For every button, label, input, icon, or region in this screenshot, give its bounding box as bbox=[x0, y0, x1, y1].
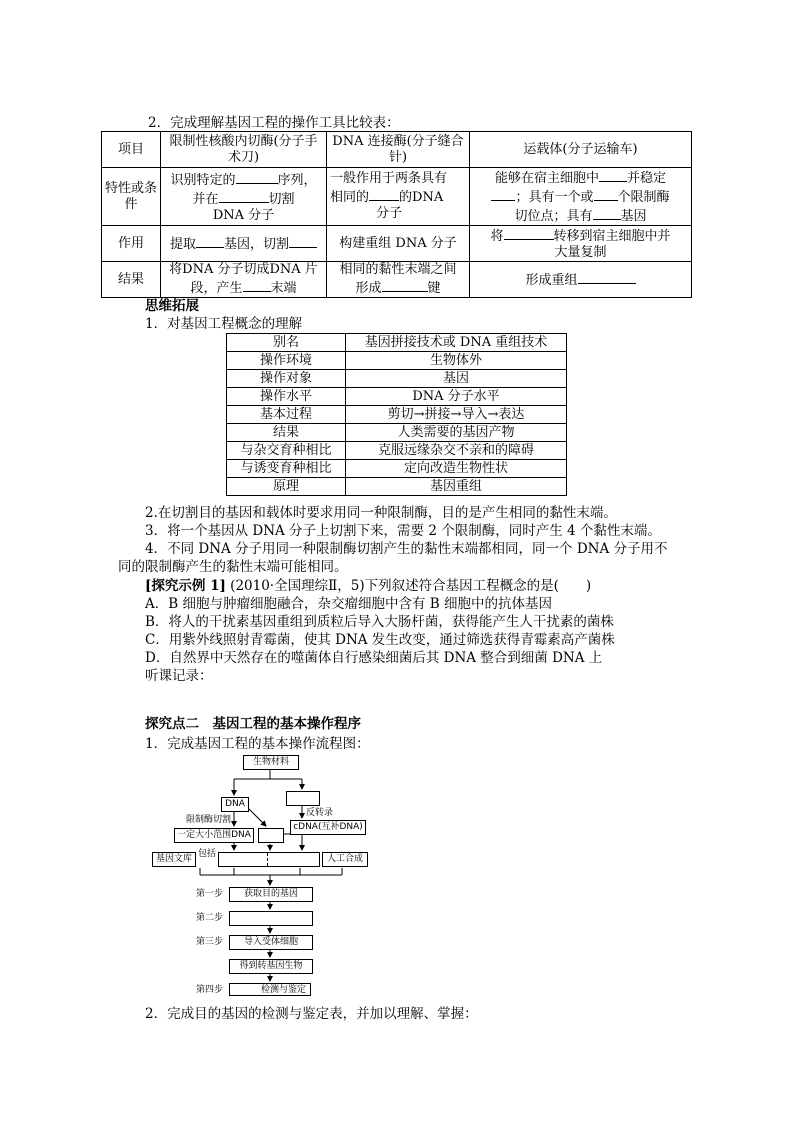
tools-comparison-table bbox=[101, 131, 692, 298]
option-d[interactable]: D．自然界中天然存在的噬菌体自行感染细菌后其 DNA 整合到细菌 DNA 上 bbox=[145, 650, 603, 666]
lecture-record-label: 听课记录： bbox=[145, 668, 213, 684]
concept-key: 操作对象 bbox=[227, 370, 346, 388]
table-cell: 能够在宿主细胞中 并稳定 ；具有一个或 个限制酶 切位点；具有 基因 bbox=[470, 168, 692, 226]
concept-key: 与诱变育种相比 bbox=[227, 460, 346, 478]
concept-value: 定向改造生物性状 bbox=[346, 460, 567, 478]
concept-key: 操作环境 bbox=[227, 352, 346, 370]
section2-item1: 1．完成基因工程的基本操作流程图： bbox=[145, 736, 370, 752]
table-row bbox=[227, 352, 567, 370]
expand-item1: 1．对基因工程概念的理解 bbox=[145, 316, 303, 332]
fill-blank[interactable] bbox=[382, 278, 428, 292]
box-import-recipient: 导入受体细胞 bbox=[229, 935, 313, 950]
label-step2: 第二步 bbox=[196, 913, 224, 923]
concept-key: 结果 bbox=[227, 424, 346, 442]
table-cell: 识别特定的 序列， 并在 切割 DNA 分子 bbox=[161, 168, 327, 226]
note-4-line1: 4．不同 DNA 分子用同一种限制酶切割产生的黏性末端都相同，同一个 DNA 分子用不 bbox=[145, 541, 668, 557]
concept-value: 基因 bbox=[346, 370, 567, 388]
table-cell: 相同的黏性末端之间 形成 键 bbox=[327, 262, 470, 298]
note-2: 2.在切割目的基因和载体时要求用同一种限制酶，目的是产生相同的黏性末端。 bbox=[145, 505, 617, 521]
box-bio-material: 生物材料 bbox=[243, 755, 299, 770]
fill-blank[interactable] bbox=[243, 278, 271, 292]
section1-intro: 2．完成理解基因工程的操作工具比较表： bbox=[148, 115, 400, 131]
table-cell: 将DNA 分子切成DNA 片 段，产生 末端 bbox=[161, 262, 327, 298]
fill-blank[interactable] bbox=[594, 187, 618, 201]
concept-value: 基因重组 bbox=[346, 478, 567, 496]
concept-key: 别名 bbox=[227, 334, 346, 352]
box-cdna: cDNA(互补DNA) bbox=[290, 820, 366, 835]
example-question-line bbox=[145, 578, 591, 594]
table-row bbox=[227, 460, 567, 478]
label-restriction: 限制酶切割 bbox=[186, 815, 232, 825]
concept-value: 克服远缘杂交不亲和的障碍 bbox=[346, 442, 567, 460]
fill-blank[interactable] bbox=[289, 234, 317, 248]
example-question: (2010·全国理综Ⅱ，5)下列叙述符合基因工程概念的是( ) bbox=[230, 578, 592, 594]
box-blank-small[interactable] bbox=[258, 828, 284, 843]
note-4-line2: 同的限制酶产生的黏性末端可能相同。 bbox=[118, 559, 348, 575]
table-cell: 构建重组 DNA 分子 bbox=[327, 226, 470, 262]
box-artificial-synthesis: 人工合成 bbox=[322, 852, 368, 867]
table-cell: 形成重组 bbox=[470, 262, 692, 298]
fill-blank[interactable] bbox=[599, 168, 627, 182]
table-row bbox=[102, 168, 692, 226]
note-3: 3．将一个基因从 DNA 分子上切割下来，需要 2 个限制酶，同时产生 4 个黏性末端。 bbox=[145, 523, 661, 539]
box-blank-mrna[interactable] bbox=[286, 791, 320, 806]
label-step4: 第四步 bbox=[196, 985, 224, 995]
fill-blank[interactable] bbox=[196, 234, 224, 248]
label-reverse-transcription: 反转录 bbox=[306, 808, 334, 818]
fill-blank[interactable] bbox=[491, 187, 515, 201]
section2-item2: 2．完成目的基因的检测与鉴定表，并加以理解、掌握： bbox=[145, 1006, 478, 1022]
section2-heading: 探究点二 基因工程的基本操作程序 bbox=[145, 716, 361, 732]
fill-blank[interactable] bbox=[219, 189, 269, 203]
row-label: 结果 bbox=[102, 262, 161, 298]
concept-value: 生物体外 bbox=[346, 352, 567, 370]
concept-key: 原理 bbox=[227, 478, 346, 496]
concept-key: 基本过程 bbox=[227, 406, 346, 424]
table-cell: 一般作用于两条具有 相同的 的DNA 分子 bbox=[327, 168, 470, 226]
table-cell: 提取 基因，切割 bbox=[161, 226, 327, 262]
table-header: DNA 连接酶(分子缝合针) bbox=[327, 132, 470, 168]
table-header: 限制性核酸内切酶(分子手术刀) bbox=[161, 132, 327, 168]
concept-value: 基因拼接技术或 DNA 重组技术 bbox=[346, 334, 567, 352]
table-row bbox=[227, 370, 567, 388]
concept-table bbox=[226, 333, 567, 496]
box-dna: DNA bbox=[221, 797, 249, 812]
row-label: 作用 bbox=[102, 226, 161, 262]
box-gene-library: 基因文库 bbox=[152, 852, 196, 867]
label-step3: 第三步 bbox=[196, 937, 224, 947]
table-row bbox=[227, 406, 567, 424]
box-range-dna: 一定大小范围DNA bbox=[174, 828, 254, 843]
concept-key: 与杂交育种相比 bbox=[227, 442, 346, 460]
table-row bbox=[227, 478, 567, 496]
table-row bbox=[102, 226, 692, 262]
table-row bbox=[227, 388, 567, 406]
concept-key: 操作水平 bbox=[227, 388, 346, 406]
concept-value: 人类需要的基因产物 bbox=[346, 424, 567, 442]
table-cell: 将 转移到宿主细胞中并 大量复制 bbox=[470, 226, 692, 262]
table-row bbox=[227, 334, 567, 352]
box-get-target-gene: 获取目的基因 bbox=[229, 887, 313, 902]
table-header: 运载体(分子运输车) bbox=[470, 132, 692, 168]
option-a[interactable]: A．B 细胞与肿瘤细胞融合，杂交瘤细胞中含有 B 细胞中的抗体基因 bbox=[145, 596, 552, 612]
expand-heading: 思维拓展 bbox=[145, 298, 199, 314]
example-label: [探究示例 1] bbox=[145, 578, 226, 594]
fill-blank[interactable] bbox=[236, 170, 278, 184]
label-include: 包括 bbox=[198, 849, 217, 859]
option-c[interactable]: C．用紫外线照射青霉菌，使其 DNA 发生改变，通过筛选获得青霉素高产菌株 bbox=[145, 632, 615, 648]
table-row bbox=[102, 262, 692, 298]
concept-value: DNA 分子水平 bbox=[346, 388, 567, 406]
table-row bbox=[227, 424, 567, 442]
fill-blank[interactable] bbox=[504, 226, 554, 240]
label-step1: 第一步 bbox=[196, 889, 224, 899]
table-row bbox=[227, 442, 567, 460]
fill-blank[interactable] bbox=[369, 187, 399, 201]
library-divider bbox=[267, 853, 269, 866]
box-detect-identify: 检测与鉴定 bbox=[229, 983, 311, 996]
table-header: 项目 bbox=[102, 132, 161, 168]
box-blank-step2[interactable] bbox=[229, 911, 313, 926]
concept-value: 剪切→拼接→导入→表达 bbox=[346, 406, 567, 424]
box-blank-library-parts[interactable] bbox=[218, 852, 320, 867]
fill-blank[interactable] bbox=[578, 270, 636, 284]
fill-blank[interactable] bbox=[593, 206, 621, 220]
box-transgenic: 得到转基因生物 bbox=[229, 959, 313, 974]
row-label: 特性或条件 bbox=[102, 168, 161, 226]
option-b[interactable]: B．将人的干扰素基因重组到质粒后导入大肠杆菌，获得能产生人干扰素的菌株 bbox=[145, 614, 614, 630]
